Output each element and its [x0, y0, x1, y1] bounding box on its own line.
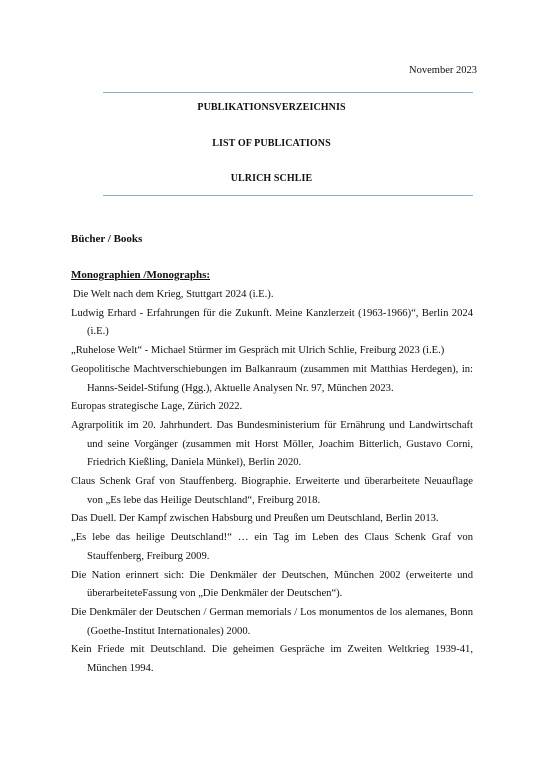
publication-entry: „Es lebe das heilige Deutschland!“ … ein Tag im Leben des Claus Schenk Graf von Stauffenberg, Freiburg 2009. [71, 532, 473, 562]
publication-entry: Die Welt nach dem Krieg, Stuttgart 2024 (i.E.). [73, 289, 274, 300]
publication-entry: Europas strategische Lage, Zürich 2022. [71, 401, 243, 413]
publication-entry: Die Nation erinnert sich: Die Denkmäler der Deutschen, München 2002 (erweiterte und überarbeiteteFassung von „Die Denkmäler der Deutschen“). [71, 569, 473, 600]
publication-entry: Agrarpolitik im 20. Jahrhundert. Das Bundesministerium für Ernährung und Landwirtschaft und seine Vorgänger (zusammen mit Horst Möller, Joachim Bitterlich, Gustavo Corni, Friedrich Kießling, Daniela Münkel), Berlin 2020. [71, 419, 473, 469]
publication-list [71, 286, 473, 679]
top-divider [103, 92, 473, 93]
publication-entry: Die Denkmäler der Deutschen / German memorials / Los monumentos de los alemanes, Bonn (Goethe-Institut Internationales) 2000. [71, 606, 473, 637]
section-heading-books: Bücher / Books [71, 233, 143, 245]
title-german: PUBLIKATIONSVERZEICHNIS [197, 102, 346, 113]
subsection-heading-monographs: Monographien /Monographs: [71, 269, 211, 281]
publication-entry: Das Duell. Der Kampf zwischen Habsburg und Preußen um Deutschland, Berlin 2013. [71, 513, 439, 525]
author-name: ULRICH SCHLIE [230, 173, 313, 184]
publication-entry: Geopolitische Machtverschiebungen im Balkanraum (zusammen mit Matthias Herdegen), in: Hanns-Seidel-Stifung (Hgg.), Aktuelle Analysen Nr. 97, München 2023. [71, 363, 473, 394]
publication-entry: „Ruhelose Welt“ - Michael Stürmer im Gespräch mit Ulrich Schlie, Freiburg 2023 (i.E.) [71, 345, 445, 357]
document-date: November 2023 [409, 65, 477, 76]
bottom-divider [103, 195, 473, 196]
publication-entry: Ludwig Erhard - Erfahrungen für die Zukunft. Meine Kanzlerzeit (1963-1966)“, Berlin 2024 (i.E.) [71, 307, 473, 338]
title-english: LIST OF PUBLICATIONS [212, 138, 331, 149]
publication-entry: Kein Friede mit Deutschland. Die geheimen Gespräche im Zweiten Weltkrieg 1939-41, München 1994. [71, 644, 473, 675]
publication-entry: Claus Schenk Graf von Stauffenberg. Biographie. Erweiterte und überarbeitete Neuauflage von „Es lebe das Heilige Deutschland“, Freiburg 2018. [71, 476, 473, 506]
